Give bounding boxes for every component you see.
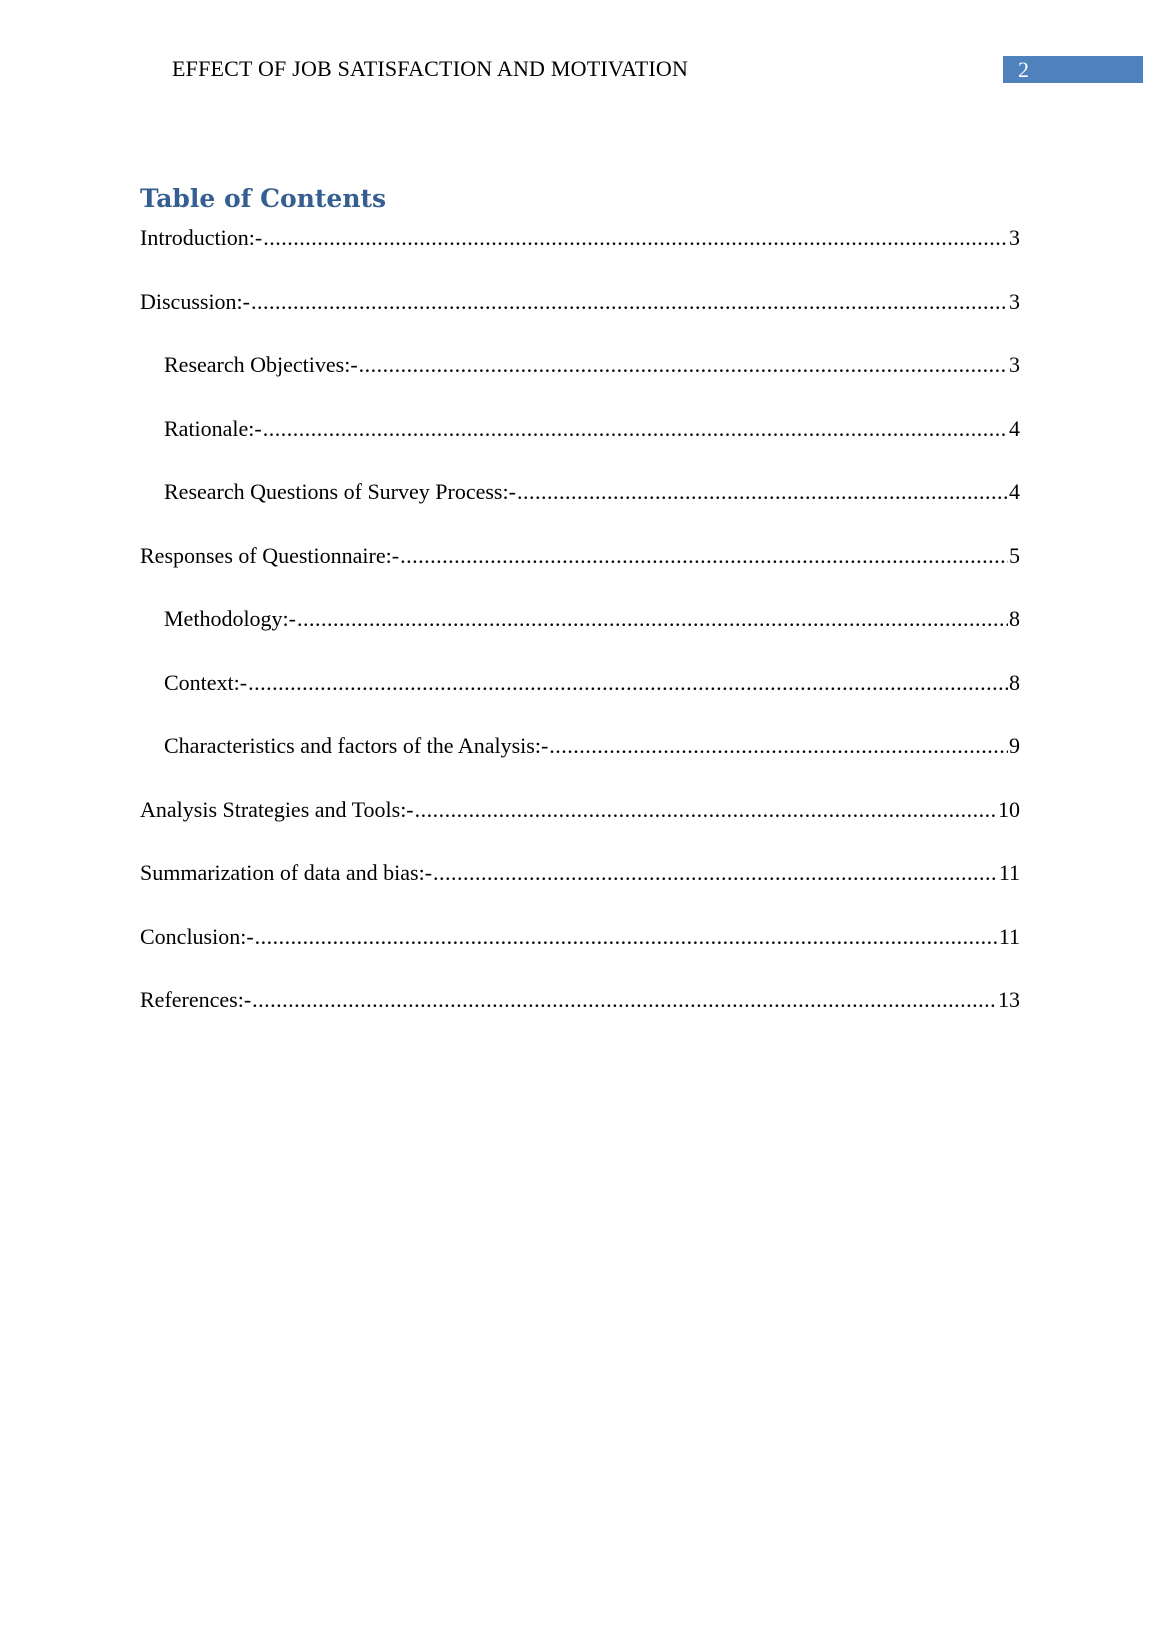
toc-dot-leader (400, 538, 1008, 574)
toc-entry-page: 11 (998, 923, 1020, 949)
toc-entry-page: 5 (1009, 542, 1020, 568)
toc-entry-page: 3 (1009, 352, 1020, 377)
toc-dot-leader (248, 665, 1008, 701)
toc-title: Table of Contents (140, 184, 387, 213)
toc-entry-research-questions[interactable] (140, 474, 1020, 538)
toc-entry-analysis-strategies[interactable] (140, 792, 1020, 856)
toc-entry-label: Responses of Questionnaire:- (140, 542, 400, 568)
running-head: EFFECT OF JOB SATISFACTION AND MOTIVATION (172, 56, 689, 81)
toc-entry-page: 8 (1009, 669, 1020, 695)
toc-entry-label: Research Objectives:- (164, 352, 358, 377)
toc-dot-leader (263, 220, 1008, 256)
toc-entry-research-objectives[interactable] (140, 347, 1020, 411)
toc-dot-leader (415, 792, 997, 828)
toc-entry-label: Rationale:- (164, 415, 262, 441)
toc-entry-label: Analysis Strategies and Tools:- (140, 796, 414, 822)
toc-entry-label: Research Questions of Survey Process:- (164, 479, 516, 504)
toc-dot-leader (297, 601, 1008, 637)
toc-entry-page: 10 (998, 796, 1020, 822)
toc-entry-label: Discussion:- (140, 288, 250, 314)
page-number: 2 (1018, 57, 1029, 82)
toc-entry-methodology[interactable] (140, 601, 1020, 665)
toc-entry-label: Methodology:- (164, 606, 296, 631)
toc-list (140, 220, 1020, 1046)
toc-entry-label: References:- (140, 987, 252, 1012)
toc-dot-leader (549, 728, 1008, 764)
toc-dot-leader (433, 855, 998, 891)
toc-entry-label: Context:- (164, 669, 248, 695)
toc-entry-conclusion[interactable] (140, 919, 1020, 983)
toc-dot-leader (252, 982, 997, 1018)
toc-entry-context[interactable] (140, 665, 1020, 729)
toc-entry-page: 4 (1009, 479, 1020, 504)
toc-entry-introduction[interactable] (140, 220, 1020, 284)
toc-dot-leader (263, 411, 1008, 447)
toc-entry-page: 11 (998, 860, 1020, 885)
toc-dot-leader (359, 347, 1008, 383)
toc-entry-discussion[interactable] (140, 284, 1020, 348)
toc-entry-page: 8 (1009, 606, 1020, 631)
toc-dot-leader (255, 919, 998, 955)
toc-dot-leader (517, 474, 1008, 510)
toc-dot-leader (251, 284, 1008, 320)
toc-entry-page: 9 (1009, 733, 1020, 758)
toc-entry-page: 3 (1009, 225, 1020, 250)
toc-entry-label: Summarization of data and bias:- (140, 860, 433, 885)
page-number-badge (1003, 56, 1143, 83)
toc-entry-rationale[interactable] (140, 411, 1020, 475)
toc-entry-label: Conclusion:- (140, 923, 254, 949)
toc-entry-label: Characteristics and factors of the Analysis:- (164, 733, 549, 758)
toc-entry-page: 3 (1009, 288, 1020, 314)
toc-entry-summarization-of-data[interactable] (140, 855, 1020, 919)
toc-entry-page: 13 (998, 987, 1020, 1012)
toc-entry-references[interactable] (140, 982, 1020, 1046)
toc-entry-page: 4 (1009, 415, 1020, 441)
toc-entry-characteristics-and-factors[interactable] (140, 728, 1020, 792)
toc-entry-label: Introduction:- (140, 225, 263, 250)
toc-entry-responses-of-questionnaire[interactable] (140, 538, 1020, 602)
